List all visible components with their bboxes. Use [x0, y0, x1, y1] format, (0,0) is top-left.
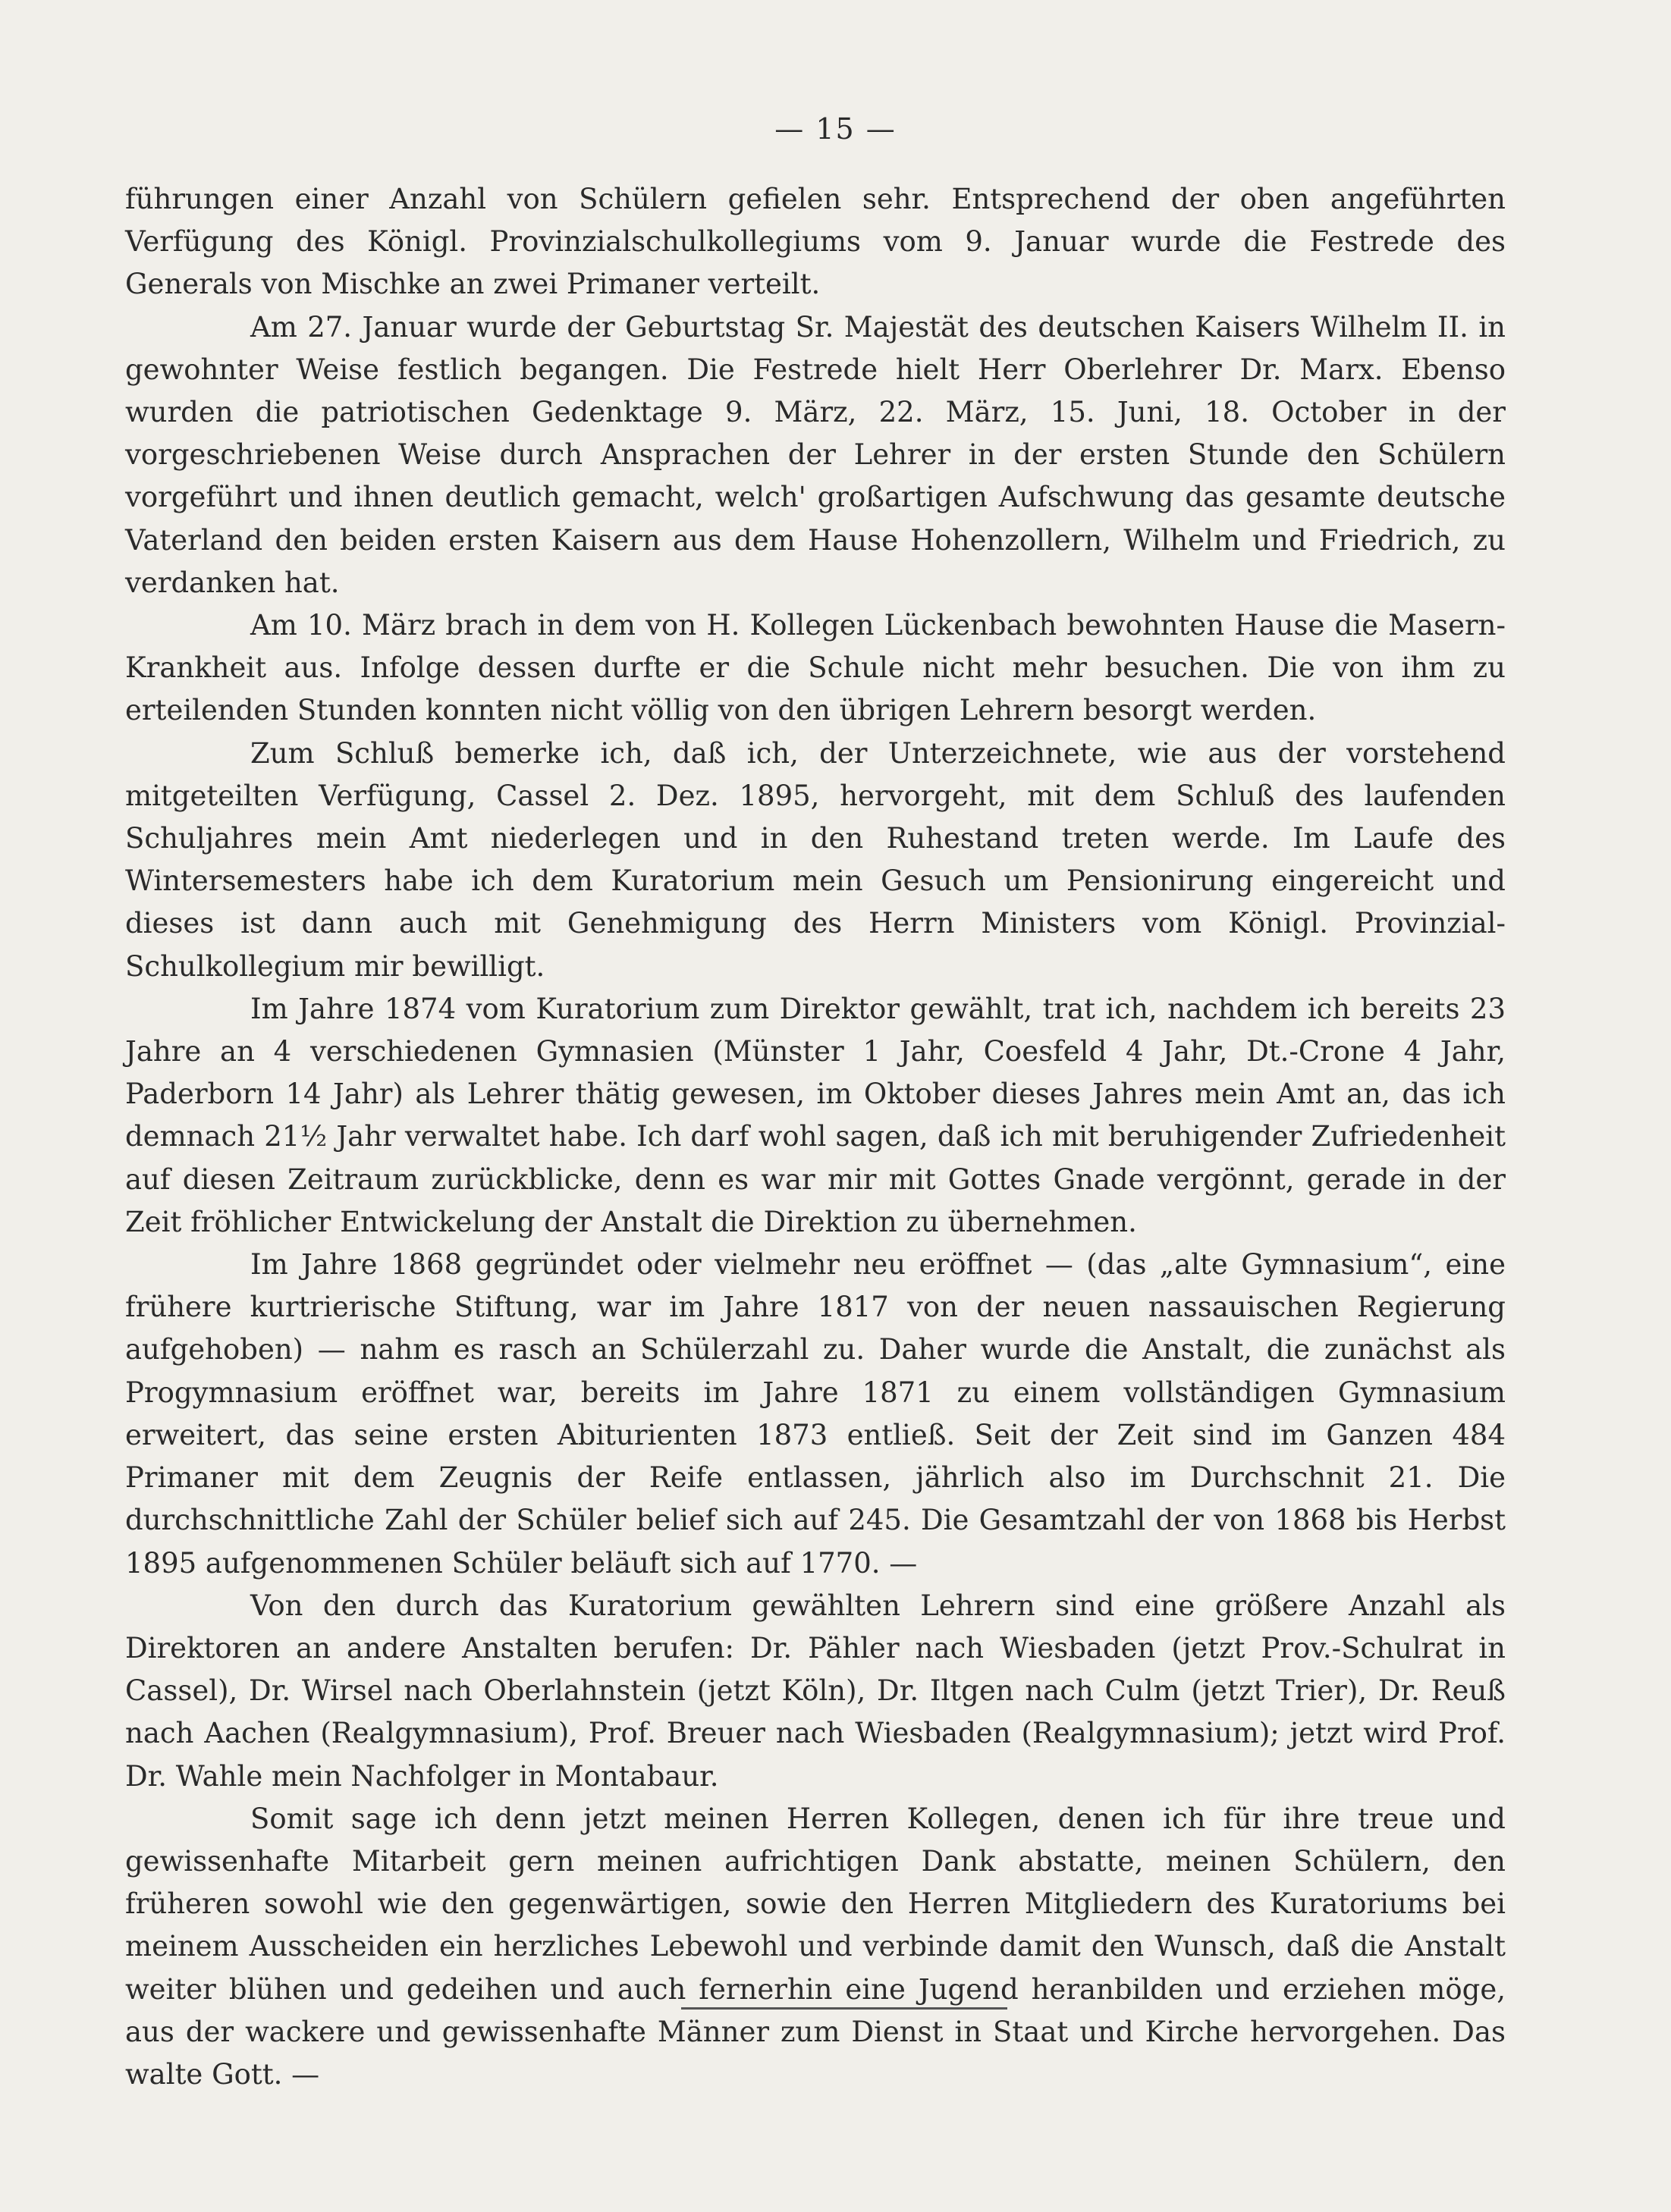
page-number: — 15 — [774, 112, 897, 146]
paragraph-8: Somit sage ich denn jetzt meinen Herren Kollegen, denen ich für ihre treue und gewissenhafte Mitarbeit gern meinen aufrichtigen Dank abstatte, meinen Schülern, den früheren sowohl wie den gegenwärtigen, sowie den Herren Mitgliedern des Kuratoriums bei meinem Ausscheiden ein herzliches Lebewohl und verbinde damit den Wunsch, daß die Anstalt weiter blühen und gedeihen und auch fernerhin eine Jugend heranbilden und erziehen möge, aus der wackere und gewissenhafte Männer zum Dienst in Staat und Kirche hervorgehen. Das walte Gott. — [125, 1802, 1506, 2091]
paragraph-4: Zum Schluß bemerke ich, daß ich, der Unterzeichnete, wie aus der vorstehend mitgeteilten Verfügung, Cassel 2. Dez. 1895, hervorgeht, mit dem Schluß des laufenden Schuljahres mein Amt niederlegen und in den Ruhestand treten werde. Im Laufe des Wintersemesters habe ich dem Kuratorium mein Gesuch um Pensionirung eingereicht und dieses ist dann auch mit Genehmigung des Herrn Ministers vom Königl. Provinzial-Schulkollegium mir bewilligt. [125, 736, 1506, 983]
paragraph-5: Im Jahre 1874 vom Kuratorium zum Direktor gewählt, trat ich, nachdem ich bereits 23 Jahre an 4 verschiedenen Gymnasien (Münster 1 Jahr, Coesfeld 4 Jahr, Dt.-Crone 4 Jahr, Paderborn 14 Jahr) als Lehrer thätig gewesen, im Oktober dieses Jahres mein Amt an, das ich demnach 21½ Jahr verwaltet habe. Ich darf wohl sagen, daß ich mit beruhigender Zufriedenheit auf diesen Zeitraum zurückblicke, denn es war mir mit Gottes Gnade vergönnt, gerade in der Zeit fröhlicher Entwickelung der Anstalt die Direktion zu übernehmen. [125, 992, 1506, 1238]
paragraph-7: Von den durch das Kuratorium gewählten Lehrern sind eine größere Anzahl als Direktoren an andere Anstalten berufen: Dr. Pähler nach Wiesbaden (jetzt Prov.-Schulrat in Cassel), Dr. Wirsel nach Oberlahnstein (jetzt Köln), Dr. Iltgen nach Culm (jetzt Trier), Dr. Reuß nach Aachen (Realgymnasium), Prof. Breuer nach Wiesbaden (Realgymnasium); jetzt wird Prof. Dr. Wahle mein Nachfolger in Montabaur. [125, 1589, 1506, 1793]
paragraph-6: Im Jahre 1868 gegründet oder vielmehr neu eröffnet — (das „alte Gymnasium“, eine frühere kurtrierische Stiftung, war im Jahre 1817 von der neuen nassauischen Regierung aufgehoben) — nahm es rasch an Schülerzahl zu. Daher wurde die Anstalt, die zunächst als Progymnasium eröffnet war, bereits im Jahre 1871 zu einem vollständigen Gymnasium erweitert, das seine ersten Abiturienten 1873 entließ. Seit der Zeit sind im Ganzen 484 Primaner mit dem Zeugnis der Reife entlassen, jährlich also im Durchschnit 21. Die durchschnittliche Zahl der Schüler belief sich auf 245. Die Gesamtzahl der von 1868 bis Herbst 1895 aufgenommenen Schüler beläuft sich auf 1770. — [125, 1248, 1506, 1580]
closing-rule [681, 2007, 1007, 2010]
body-text [125, 178, 1506, 2096]
paragraph-1: führungen einer Anzahl von Schülern gefielen sehr. Entsprechend der oben angeführten Verfügung des Königl. Provinzialschulkollegiums vom 9. Januar wurde die Festrede des Generals von Mischke an zwei Primaner verteilt. [125, 183, 1506, 301]
paragraph-3: Am 10. März brach in dem von H. Kollegen Lückenbach bewohnten Hause die Masern-Krankheit aus. Infolge dessen durfte er die Schule nicht mehr besuchen. Die von ihm zu erteilenden Stunden konnten nicht völlig von den übrigen Lehrern besorgt werden. [125, 609, 1506, 727]
paragraph-2: Am 27. Januar wurde der Geburtstag Sr. Majestät des deutschen Kaisers Wilhelm II. in gewohnter Weise festlich begangen. Die Festrede hielt Herr Oberlehrer Dr. Marx. Ebenso wurden die patriotischen Gedenktage 9. März, 22. März, 15. Juni, 18. October in der vorgeschriebenen Weise durch Ansprachen der Lehrer in der ersten Stunde den Schülern vorgeführt und ihnen deutlich gemacht, welch' großartigen Aufschwung das gesamte deutsche Vaterland den beiden ersten Kaisern aus dem Hause Hohenzollern, Wilhelm und Friedrich, zu verdanken hat. [125, 310, 1506, 599]
